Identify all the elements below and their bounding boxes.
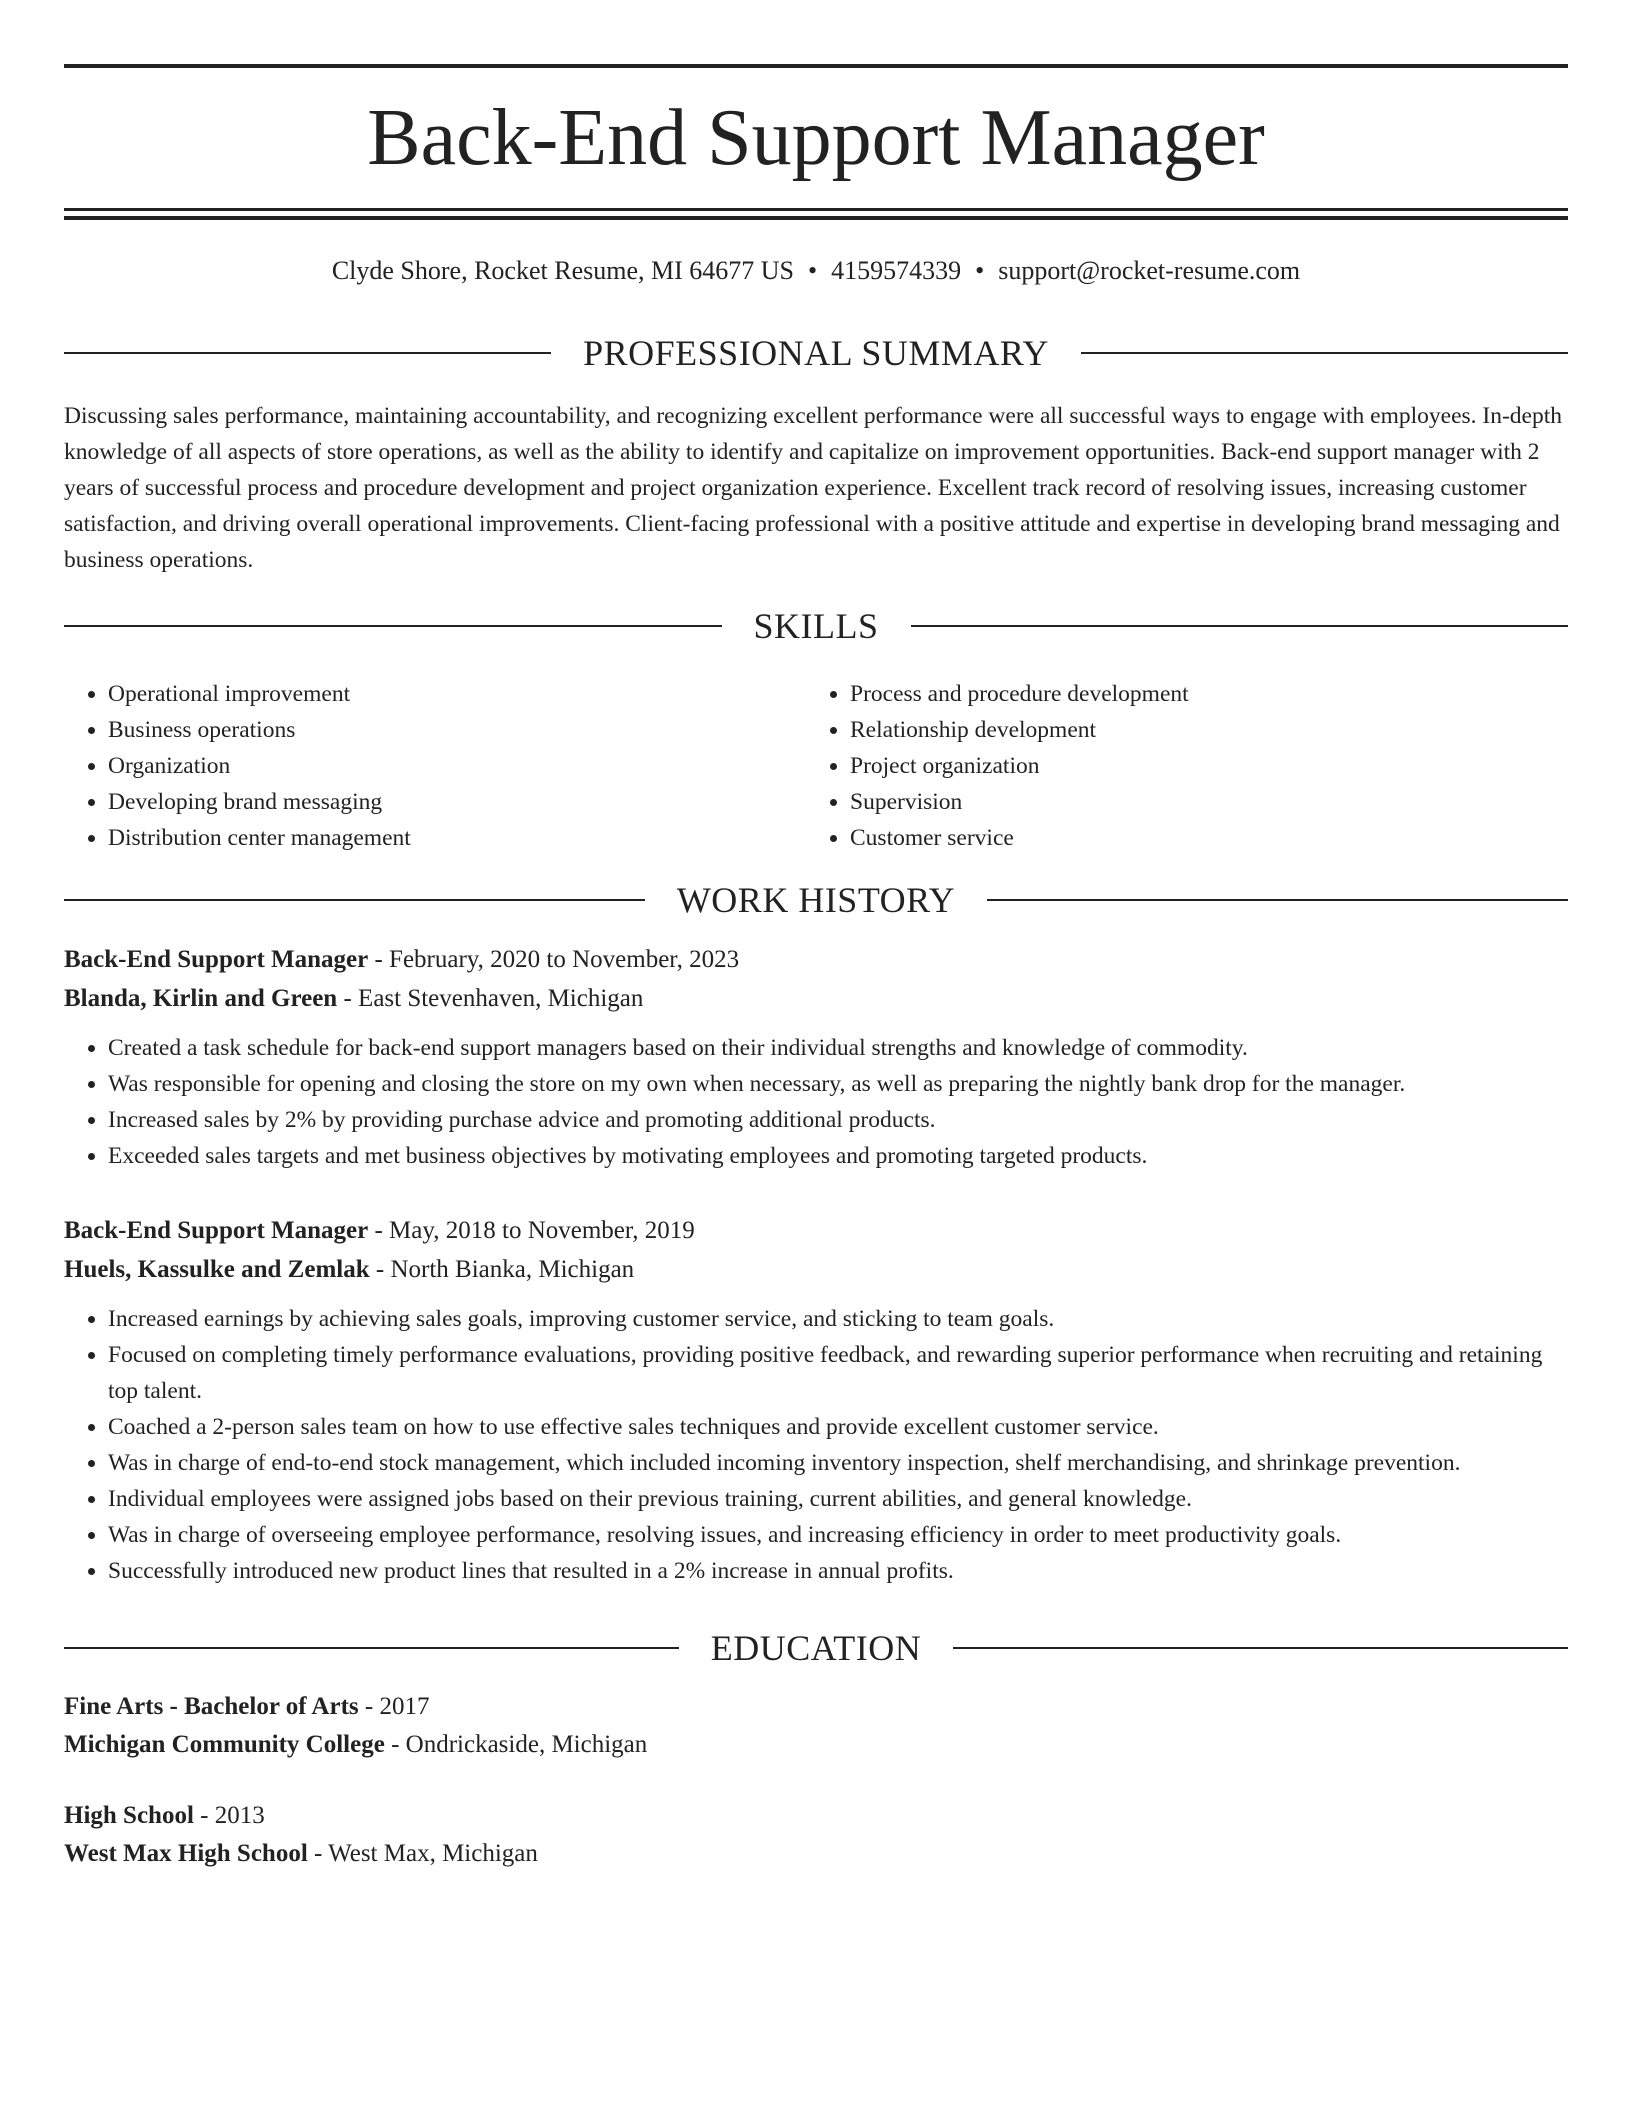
job-bullet: • Exceeded sales targets and met business objectives by motivating employees and promoting targeted products.: [108, 1138, 1568, 1174]
header-top-rule: [64, 64, 1568, 68]
contact-email: support@rocket-resume.com: [998, 256, 1301, 285]
skills-heading: [64, 604, 1568, 648]
job-bullet: • Successfully introduced new product lines that resulted in a 2% increase in annual profits.: [108, 1553, 1568, 1589]
job-bullet: • Coached a 2-person sales team on how to use effective sales techniques and provide excellent customer service.: [108, 1409, 1568, 1445]
education-degree-line: [64, 1797, 1568, 1835]
job-entry: [64, 940, 1568, 1174]
skills-list-right: [806, 676, 1568, 856]
education-school-line: [64, 1835, 1568, 1873]
skills-left-column: [64, 676, 804, 856]
education-degree: Fine Arts - Bachelor of Arts: [64, 1693, 359, 1720]
skill-item: • Distribution center management: [108, 820, 804, 856]
job-location: - East Stevenhaven, Michigan: [337, 985, 644, 1012]
job-bullets: [64, 1301, 1568, 1589]
contact-line: [64, 254, 1568, 288]
summary-title: PROFESSIONAL SUMMARY: [583, 333, 1049, 373]
education-heading: [64, 1626, 1568, 1670]
skills-list-left: [64, 676, 804, 856]
section-rule: [987, 899, 1568, 901]
skill-item: • Customer service: [850, 820, 1568, 856]
skill-item: • Business operations: [108, 712, 804, 748]
job-location: - North Bianka, Michigan: [369, 1256, 635, 1283]
skill-item: • Organization: [108, 748, 804, 784]
job-title-line: [64, 1211, 1568, 1250]
job-company: Huels, Kassulke and Zemlak: [64, 1256, 370, 1283]
job-entry: [64, 1211, 1568, 1589]
skill-item: • Project organization: [850, 748, 1568, 784]
job-bullet: • Was responsible for opening and closing the store on my own when necessary, as well as preparing the nightly bank drop for the manager.: [108, 1066, 1568, 1102]
education-school: West Max High School: [64, 1840, 308, 1867]
education-location: - Ondrickaside, Michigan: [384, 1731, 648, 1758]
resume-name: Back-End Support Manager: [367, 94, 1265, 182]
job-company-line: [64, 1250, 1568, 1289]
job-company-line: [64, 979, 1568, 1018]
education-degree-line: [64, 1688, 1568, 1726]
job-dates: - February, 2020 to November, 2023: [368, 946, 740, 973]
summary-text: Discussing sales performance, maintaining accountability, and recognizing excellent performance were all successful ways to engage with employees. In-depth knowledge of all aspects of store operations, as well as the ability to identify and capitalize on improvement opportunities. Back-end support manager with 2 years of successful process and procedure development and project organization experience. Excellent track record of resolving issues, increasing customer satisfaction, and driving overall operational improvements. Client-facing professional with a positive attitude and expertise in developing brand messaging and business operations.: [64, 403, 1563, 573]
job-dates: - May, 2018 to November, 2019: [368, 1217, 695, 1244]
education-degree: High School: [64, 1802, 194, 1829]
job-title-line: [64, 940, 1568, 979]
section-rule: [953, 1647, 1568, 1649]
skill-item: • Operational improvement: [108, 676, 804, 712]
job-bullet: • Individual employees were assigned jobs based on their previous training, current abilities, and general knowledge.: [108, 1481, 1568, 1517]
contact-address: Clyde Shore, Rocket Resume, MI 64677 US: [331, 256, 795, 285]
job-bullet: • Was in charge of overseeing employee performance, resolving issues, and increasing efficiency in order to meet productivity goals.: [108, 1517, 1568, 1553]
job-bullet: • Was in charge of end-to-end stock management, which included incoming inventory inspection, shelf merchandising, and shrinkage prevention.: [108, 1445, 1568, 1481]
skill-item: • Developing brand messaging: [108, 784, 804, 820]
section-rule: [64, 625, 722, 627]
section-rule: [64, 899, 645, 901]
education-school-line: [64, 1726, 1568, 1764]
skills-right-column: [806, 676, 1568, 856]
job-title: Back-End Support Manager: [64, 1217, 369, 1244]
education-entry: [64, 1797, 1568, 1873]
education-entry: [64, 1688, 1568, 1764]
contact-phone: 4159574339: [831, 256, 962, 285]
education-year: - 2013: [193, 1802, 265, 1829]
section-rule: [1081, 352, 1568, 354]
job-bullet: • Increased sales by 2% by providing purchase advice and promoting additional products.: [108, 1102, 1568, 1138]
summary-heading: [64, 331, 1568, 375]
skills-title: SKILLS: [753, 606, 879, 646]
job-bullet: • Increased earnings by achieving sales goals, improving customer service, and sticking to team goals.: [108, 1301, 1568, 1337]
work-title: WORK HISTORY: [676, 880, 956, 920]
section-rule: [64, 352, 551, 354]
section-rule: [64, 1647, 679, 1649]
skill-item: • Relationship development: [850, 712, 1568, 748]
job-title: Back-End Support Manager: [64, 946, 369, 973]
education-location: - West Max, Michigan: [307, 1840, 538, 1867]
job-bullet: • Focused on completing timely performance evaluations, providing positive feedback, and rewarding superior performance when recruiting and retaining top talent.: [108, 1337, 1568, 1409]
work-heading: [64, 878, 1568, 922]
education-school: Michigan Community College: [64, 1731, 385, 1758]
education-year: - 2017: [358, 1693, 430, 1720]
section-rule: [911, 625, 1569, 627]
skill-item: • Supervision: [850, 784, 1568, 820]
header-bottom-rule: [64, 208, 1568, 211]
header-bottom-rule-thick: [64, 216, 1568, 220]
job-bullet: • Created a task schedule for back-end support managers based on their individual strengths and knowledge of commodity.: [108, 1030, 1568, 1066]
contact-separator: •: [808, 256, 818, 285]
contact-separator: •: [975, 256, 985, 285]
job-bullets: [64, 1030, 1568, 1174]
job-company: Blanda, Kirlin and Green: [64, 985, 338, 1012]
education-title: EDUCATION: [710, 1628, 922, 1668]
skill-item: • Process and procedure development: [850, 676, 1568, 712]
